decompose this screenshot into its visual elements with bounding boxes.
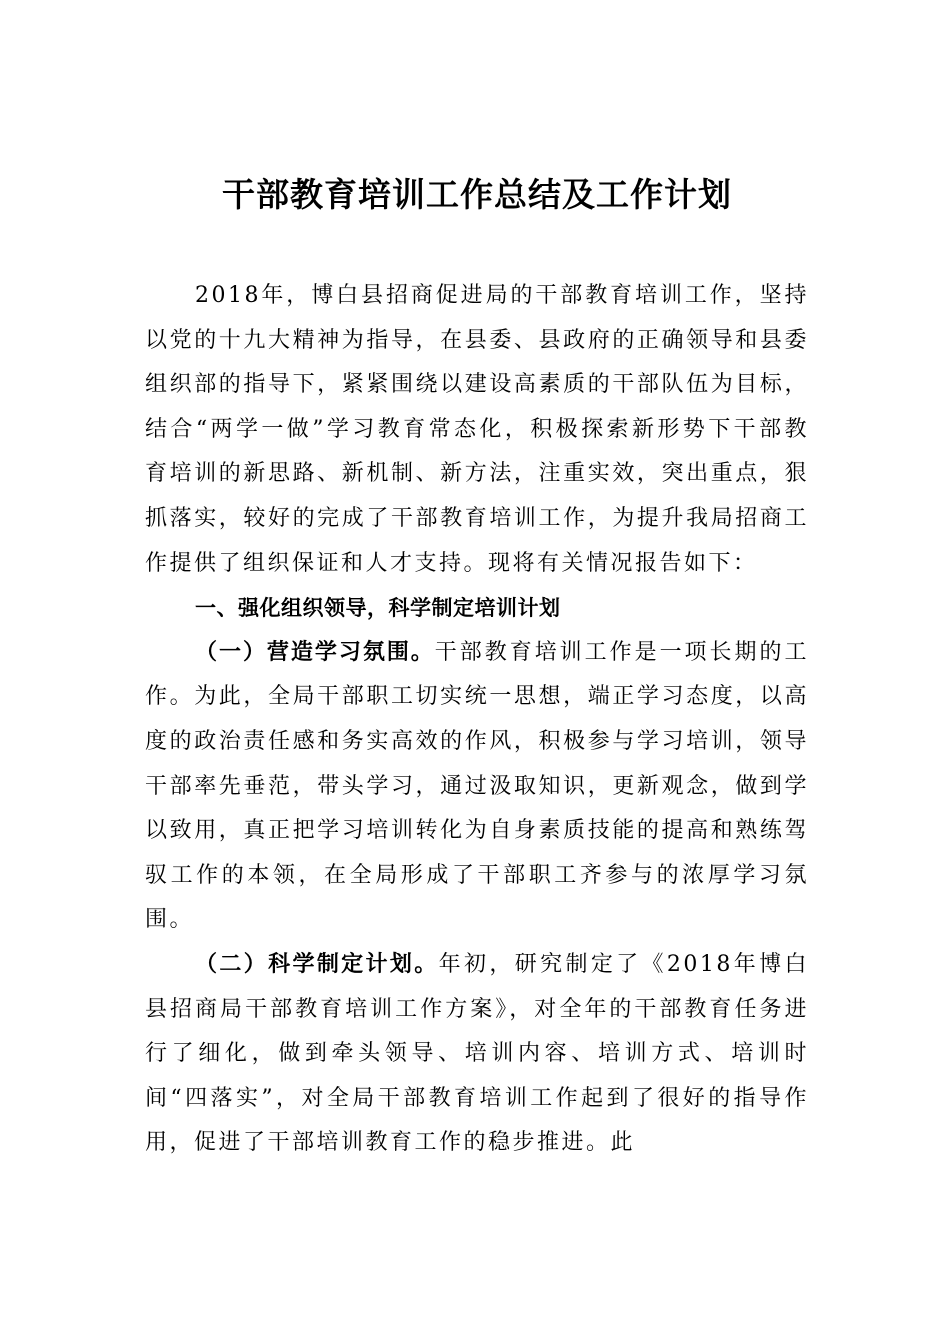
item-text-2: 年初，研究制定了《2018年博白县招商局干部教育培训工作方案》，对全年的干部教育任务进行了细化，做到牵头领导、培训内容、培训方式、培训时间“四落实”，对全局干部教育培训工作起到了很好的指导作用，促进了干部培训教育工作的稳步推进。此 [145,951,809,1156]
intro-paragraph: 2018年，博白县招商促进局的干部教育培训工作，坚持以党的十九大精神为指导，在县委、县政府的正确领导和县委组织部的指导下，紧紧围绕以建设高素质的干部队伍为目标，结合“两学一做”学习教育常态化，积极探索新形势下干部教育培训的新思路、新机制、新方法，注重实效，突出重点，狠抓落实，较好的完成了干部教育培训工作，为提升我局招商工作提供了组织保证和人才支持。现将有关情况报告如下： [145,283,809,576]
item-lead-2: （二）科学制定计划。 [195,951,439,977]
item-paragraph-1 [145,631,809,943]
document-title: 干部教育培训工作总结及工作计划 [222,175,732,214]
item-paragraph-2 [145,943,809,1166]
item-lead-1: （一）营造学习氛围。 [195,639,435,665]
section-heading: 一、强化组织领导，科学制定培训计划 [195,596,561,621]
document-body [145,274,809,1166]
item-text-1: 干部教育培训工作是一项长期的工作。为此，全局干部职工切实统一思想，端正学习态度，以高度的政治责任感和务实高效的作风，积极参与学习培训，领导干部率先垂范，带头学习，通过汲取知识，更新观念，做到学以致用，真正把学习培训转化为自身素质技能的提高和熟练驾驭工作的本领，在全局形成了干部职工齐参与的浓厚学习氛围。 [145,639,809,933]
